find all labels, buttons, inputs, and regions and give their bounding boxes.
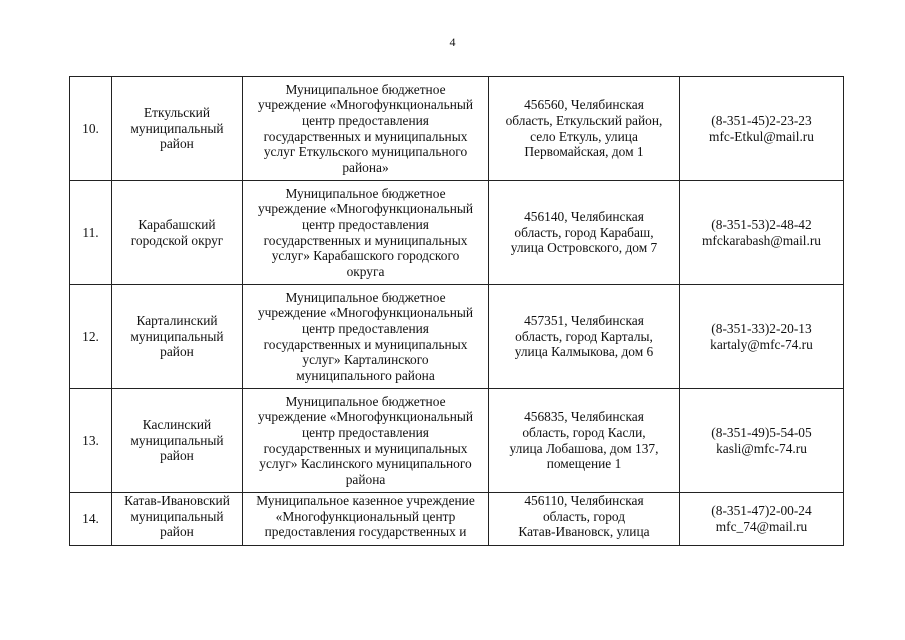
table-row <box>70 493 844 546</box>
organization-cell: Муниципальное бюджетное учреждение «Многофункциональный центр предоставления государственных и муниципальных услуг» Карталинского муниципального района <box>243 285 489 389</box>
phone-number: (8-351-49)5-54-05 <box>711 424 812 440</box>
address-cell: 456110, Челябинская область, город Катав-Ивановск, улица <box>489 493 680 546</box>
table-row <box>70 389 844 493</box>
contact-cell <box>680 389 844 493</box>
row-number: 10. <box>70 77 112 181</box>
district-cell: Карабашский городской округ <box>112 181 243 285</box>
phone-number: (8-351-33)2-20-13 <box>711 320 812 336</box>
district-cell: Катав-Ивановский муниципальный район <box>112 493 243 546</box>
email-address: mfc_74@mail.ru <box>715 519 808 534</box>
row-number: 11. <box>70 181 112 285</box>
address-cell: 456835, Челябинская область, город Касли, улица Лобашова, дом 137, помещение 1 <box>489 389 680 493</box>
page-number: 4 <box>449 35 456 49</box>
address-cell: 456140, Челябинская область, город Карабаш, улица Островского, дом 7 <box>489 181 680 285</box>
address-cell: 456560, Челябинская область, Еткульский район, село Еткуль, улица Первомайская, дом 1 <box>489 77 680 181</box>
address-cell: 457351, Челябинская область, город Карталы, улица Калмыкова, дом 6 <box>489 285 680 389</box>
phone-number: (8-351-53)2-48-42 <box>711 216 812 232</box>
district-cell: Каслинский муниципальный район <box>112 389 243 493</box>
email-address: mfc-Etkul@mail.ru <box>709 128 814 144</box>
organization-cell: Муниципальное бюджетное учреждение «Многофункциональный центр предоставления государственных и муниципальных услуг» Карабашского городского округа <box>243 181 489 285</box>
table-row <box>70 181 844 285</box>
organization-cell: Муниципальное бюджетное учреждение «Многофункциональный центр предоставления государственных и муниципальных услуг Еткульского муниципального района» <box>243 77 489 181</box>
organization-cell: Муниципальное казенное учреждение «Многофункциональный центр предоставления государственных и <box>243 493 489 546</box>
row-number: 14. <box>70 493 112 546</box>
district-cell: Карталинский муниципальный район <box>112 285 243 389</box>
contact-cell <box>680 493 844 546</box>
table-row <box>70 77 844 181</box>
contact-cell <box>680 77 844 181</box>
email-address: kartaly@mfc-74.ru <box>710 336 813 352</box>
contact-cell <box>680 285 844 389</box>
row-number: 13. <box>70 389 112 493</box>
contact-cell <box>680 181 844 285</box>
email-address: kasli@mfc-74.ru <box>716 440 807 456</box>
email-address: mfckarabash@mail.ru <box>701 232 822 248</box>
table-row <box>70 285 844 389</box>
phone-number: (8-351-47)2-00-24 <box>711 503 812 519</box>
phone-number: (8-351-45)2-23-23 <box>711 112 812 128</box>
district-cell: Еткульский муниципальный район <box>112 77 243 181</box>
organization-cell: Муниципальное бюджетное учреждение «Многофункциональный центр предоставления государственных и муниципальных услуг» Каслинского муниципального района <box>243 389 489 493</box>
row-number: 12. <box>70 285 112 389</box>
mfc-registry-table <box>69 76 844 546</box>
